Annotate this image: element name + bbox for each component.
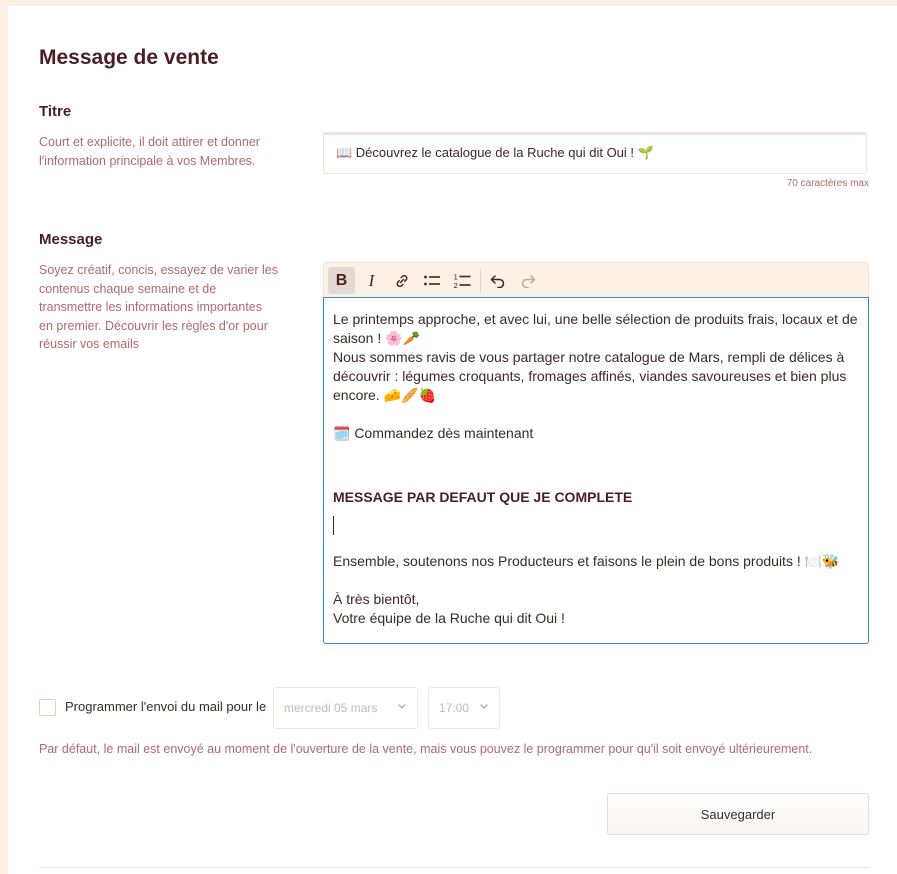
redo-icon (520, 274, 536, 288)
link-button[interactable] (388, 267, 415, 294)
svg-text:1: 1 (453, 273, 458, 281)
title-input[interactable]: 📖 Découvrez le catalogue de la Ruche qui dit Oui ! 🌱 (323, 132, 867, 174)
toolbar-separator (480, 269, 481, 293)
titre-heading: Titre (39, 103, 72, 120)
text-cursor (333, 516, 334, 535)
sales-message-card (8, 6, 897, 874)
italic-button[interactable] (358, 267, 385, 294)
page-title: Message de vente (39, 46, 219, 69)
titre-description: Court et explicite, il doit attirer et donner l'information principale à vos Membres. (39, 135, 260, 168)
schedule-date-value: mercredi 05 mars (284, 701, 378, 715)
schedule-date-select[interactable] (273, 687, 418, 729)
link-icon (394, 273, 410, 289)
save-button[interactable]: Sauvegarder (607, 793, 869, 835)
message-default-line: MESSAGE PAR DEFAUT QUE JE COMPLETE (333, 489, 633, 505)
schedule-checkbox[interactable] (39, 699, 56, 716)
editor-toolbar (323, 262, 869, 297)
card-top-border (8, 0, 897, 6)
chevron-down-icon (479, 700, 489, 714)
message-editor[interactable] (323, 297, 869, 644)
message-paragraph: Nous sommes ravis de vous partager notre catalogue de Mars, rempli de délices à découvrir : légumes croquants, fromages affinés, viandes savoureuses et bien plus encore. 🧀🥖🍓 (333, 349, 847, 403)
redo-button[interactable] (514, 267, 541, 294)
svg-text:2: 2 (453, 281, 458, 290)
schedule-time-value: 17:00 (439, 701, 470, 715)
schedule-label: Programmer l'envoi du mail pour le (65, 699, 267, 714)
message-paragraph: Votre équipe de la Ruche qui dit Oui ! (333, 609, 565, 626)
message-description: Soyez créatif, concis, essayez de varier les contenus chaque semaine et de transmettre les informations importantes en premier. Découvrir les règles d'or pour réussir vos emails (39, 263, 278, 351)
message-paragraph: 🗓️ Commandez dès maintenant (333, 425, 534, 441)
bullet-list-icon (423, 273, 441, 289)
text-cursor-line (333, 515, 859, 535)
schedule-time-select[interactable] (428, 687, 500, 729)
message-paragraph: Le printemps approche, et avec lui, une belle sélection de produits frais, locaux et de saison ! 🌸🥕 (333, 311, 858, 346)
bullet-list-button[interactable] (418, 267, 445, 294)
undo-button[interactable] (484, 267, 511, 294)
bold-icon: B (335, 271, 348, 289)
italic-icon: I (368, 270, 375, 290)
message-paragraph: À très bientôt, (333, 590, 420, 607)
chevron-down-icon (397, 700, 407, 714)
title-max-hint: 70 caractères max (786, 178, 869, 189)
schedule-helper-text: Par défaut, le mail est envoyé au moment de l'ouverture de la vente, mais vous pouvez le programmer pour qu'il soit envoyé ultérieurement. (39, 742, 813, 756)
message-paragraph: Ensemble, soutenons nos Producteurs et faisons le plein de bons produits ! 🍽️🐝 (333, 552, 840, 569)
numbered-list-button[interactable] (448, 267, 475, 294)
bold-button[interactable] (328, 267, 355, 294)
divider (39, 867, 869, 868)
numbered-list-icon (453, 272, 471, 290)
message-heading: Message (39, 231, 103, 248)
undo-icon (490, 274, 506, 288)
